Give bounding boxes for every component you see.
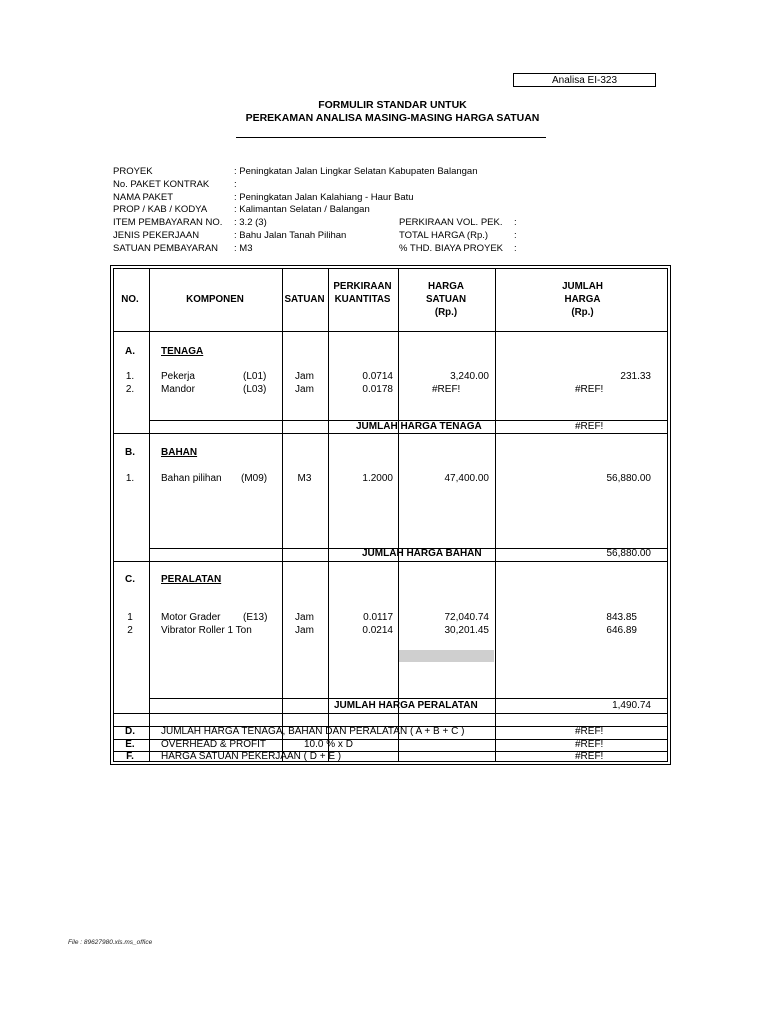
nama-paket-label: NAMA PAKET — [113, 191, 174, 203]
peralatan-row1-code: (E13) — [243, 612, 268, 623]
title-rule — [236, 137, 546, 138]
item-value: : 3.2 (3) — [234, 217, 267, 229]
bahan-row1-no: 1. — [125, 473, 135, 484]
tenaga-row2-total: #REF! — [575, 384, 604, 395]
biaya-label: % THD. BIAYA PROYEK — [399, 242, 504, 254]
col-line-kuantitas — [398, 268, 399, 762]
vol-value: : — [514, 217, 517, 228]
tenaga-sum-label: JUMLAH HARGA TENAGA — [356, 421, 482, 432]
jenis-label: JENIS PEKERJAAN — [113, 229, 200, 241]
prop-label: PROP / KAB / KODYA — [113, 204, 208, 216]
form-title-line1: FORMULIR STANDAR UNTUK — [318, 99, 467, 111]
bahan-row1-unit: M3 — [297, 473, 312, 484]
tenaga-letter: A. — [125, 346, 135, 357]
header-kuantitas-2: KUANTITAS — [334, 294, 391, 305]
header-harga-3: (Rp.) — [434, 307, 458, 318]
tenaga-row2-name: Mandor — [161, 384, 195, 395]
summary-f-label: HARGA SATUAN PEKERJAAN ( D + E ) — [161, 751, 342, 762]
tenaga-row2-price: #REF! — [432, 384, 461, 395]
file-footer: File : 89627980.xls.ms_office — [68, 939, 153, 946]
paket-value: : — [234, 178, 237, 190]
grey-placeholder-cell — [399, 650, 494, 662]
tenaga-row2-no: 2. — [125, 384, 135, 395]
header-harga-1: HARGA — [428, 281, 464, 292]
summary-d-letter: D. — [125, 726, 135, 737]
peralatan-row2-name: Vibrator Roller 1 Ton — [161, 625, 252, 636]
peralatan-row2-no: 2 — [127, 625, 133, 636]
tenaga-row1-qty: 0.0714 — [362, 371, 393, 382]
peralatan-row2-unit: Jam — [295, 625, 314, 636]
form-title-line2: PEREKAMAN ANALISA MASING-MASING HARGA SATUAN — [245, 112, 540, 124]
summary-e-value: #REF! — [575, 739, 604, 750]
bahan-letter: B. — [125, 447, 135, 458]
tenaga-row1-total: 231.33 — [620, 371, 651, 382]
tenaga-sum-value: #REF! — [575, 421, 604, 432]
bahan-row1-name: Bahan pilihan — [161, 473, 222, 484]
bahan-sum-label: JUMLAH HARGA BAHAN — [362, 548, 482, 559]
table-inner-border — [113, 268, 668, 762]
tenaga-row1-code: (L01) — [243, 371, 267, 382]
header-jumlah-2: HARGA — [564, 294, 601, 305]
peralatan-sum-label: JUMLAH HARGA PERALATAN — [334, 700, 478, 711]
peralatan-row1-no: 1 — [127, 612, 133, 623]
tenaga-row2-unit: Jam — [295, 384, 314, 395]
summary-e-label: OVERHEAD & PROFIT — [161, 739, 267, 750]
analysis-table — [110, 265, 671, 765]
total-value: : — [514, 229, 517, 241]
proyek-label: PROYEK — [113, 166, 153, 177]
peralatan-row1-total: 843.85 — [606, 612, 637, 623]
proyek-value: : Peningkatan Jalan Lingkar Selatan Kabupaten Balangan — [234, 166, 478, 177]
header-harga-satuan — [398, 280, 494, 319]
tenaga-row2-code: (L03) — [243, 384, 267, 395]
bahan-row1-code: (M09) — [241, 473, 268, 484]
jenis-value: : Bahu Jalan Tanah Pilihan — [234, 229, 347, 241]
col-line-no — [149, 268, 150, 762]
satuan-value: : M3 — [234, 242, 253, 254]
header-harga-2: SATUAN — [425, 294, 467, 305]
item-label: ITEM PEMBAYARAN NO. — [113, 217, 223, 229]
peralatan-letter: C. — [125, 574, 135, 585]
bahan-row1-total: 56,880.00 — [606, 473, 651, 484]
tenaga-row1-no: 1. — [125, 371, 135, 382]
col-line-harga — [495, 268, 496, 762]
peralatan-row1-name: Motor Grader — [161, 612, 221, 623]
peralatan-row2-total: 646.89 — [606, 625, 637, 636]
summary-d-value: #REF! — [575, 726, 604, 737]
peralatan-row2-price: 30,201.45 — [444, 625, 489, 636]
tenaga-title: TENAGA — [161, 346, 204, 357]
header-jumlah-1: JUMLAH — [562, 281, 603, 292]
col-line-satuan — [328, 268, 329, 762]
header-satuan: SATUAN — [284, 294, 325, 305]
analisa-code: Analisa EI-323 — [513, 73, 656, 87]
bahan-sum-bottom — [113, 561, 668, 562]
tenaga-row2-qty: 0.0178 — [362, 384, 393, 395]
tenaga-row1-name: Pekerja — [161, 371, 195, 382]
peralatan-row2-qty: 0.0214 — [362, 625, 393, 636]
satuan-label: SATUAN PEMBAYARAN — [113, 242, 219, 254]
total-label: TOTAL HARGA (Rp.) — [399, 229, 489, 241]
header-jumlah-3: (Rp.) — [571, 307, 594, 318]
peralatan-title: PERALATAN — [161, 574, 222, 585]
peralatan-sum-value: 1,490.74 — [612, 700, 651, 711]
summary-e-letter: E. — [125, 739, 135, 750]
paket-label: No. PAKET KONTRAK — [113, 178, 210, 190]
bahan-title: BAHAN — [161, 447, 198, 458]
header-jumlah-harga — [495, 280, 670, 319]
info-right-values — [514, 217, 517, 255]
header-kuantitas — [328, 280, 397, 306]
tenaga-row1-unit: Jam — [295, 371, 314, 382]
biaya-value: : — [514, 242, 517, 254]
nama-paket-value: : Peningkatan Jalan Kalahiang - Haur Batu — [234, 191, 414, 203]
bahan-sum-value: 56,880.00 — [606, 548, 651, 559]
info-right-labels — [399, 217, 503, 255]
bahan-row1-qty: 1.2000 — [362, 473, 393, 484]
peralatan-row1-price: 72,040.74 — [444, 612, 489, 623]
header-no: NO. — [121, 294, 139, 305]
col-line-komponen — [282, 268, 283, 762]
bahan-row1-price: 47,400.00 — [444, 473, 489, 484]
summary-d-label: JUMLAH HARGA TENAGA, BAHAN DAN PERALATAN ( A + B + C ) — [161, 726, 465, 737]
header-kuantitas-1: PERKIRAAN — [333, 281, 392, 292]
info-labels — [113, 166, 222, 256]
peralatan-row1-qty: 0.0117 — [363, 612, 393, 623]
header-komponen: KOMPONEN — [186, 294, 244, 305]
vol-label: PERKIRAAN VOL. PEK. — [399, 217, 503, 228]
peralatan-sum-bottom — [113, 713, 668, 714]
summary-e-pct: 10.0 % x D — [304, 739, 353, 750]
summary-f-value: #REF! — [575, 751, 604, 762]
header-bottom-line — [113, 331, 668, 332]
prop-value: : Kalimantan Selatan / Balangan — [234, 204, 370, 216]
summary-f-letter: F. — [126, 751, 134, 762]
tenaga-row1-price: 3,240.00 — [450, 371, 489, 382]
peralatan-row1-unit: Jam — [295, 612, 314, 623]
tenaga-sum-bottom — [113, 433, 668, 434]
